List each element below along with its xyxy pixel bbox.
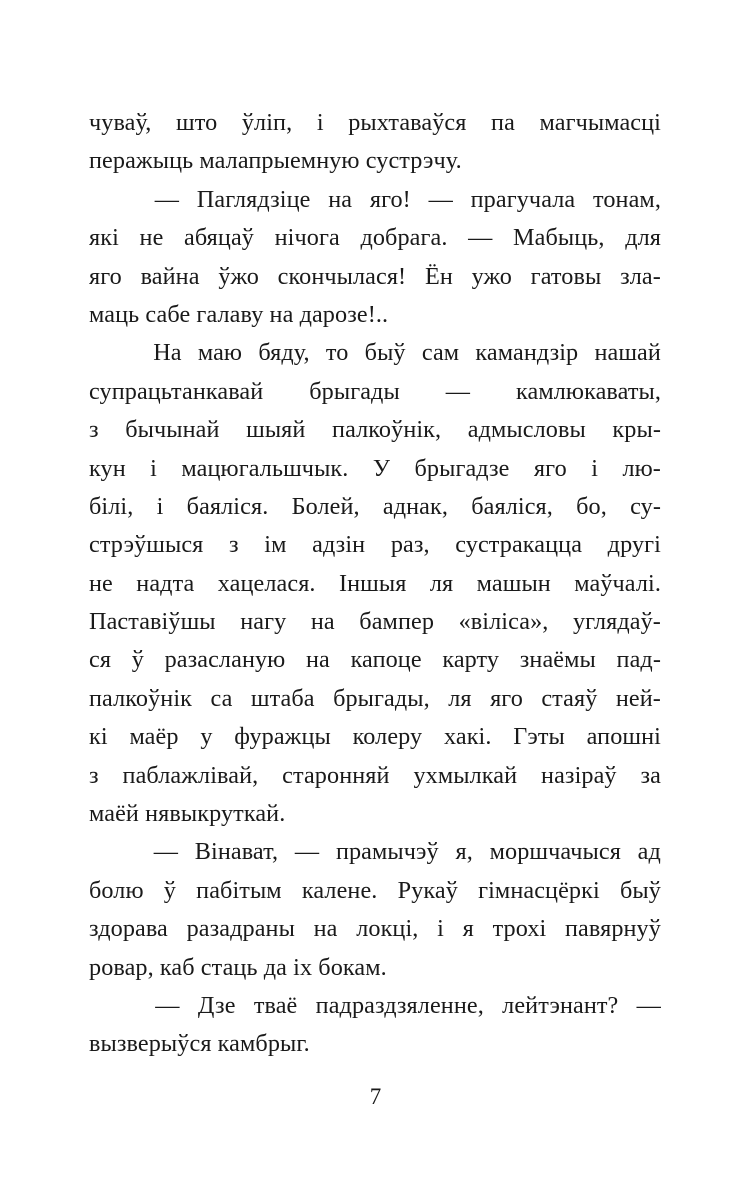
text-word: пад-	[616, 646, 661, 674]
text-word: ля	[429, 569, 454, 597]
text-word: хакі.	[444, 723, 492, 751]
text-word: яго	[533, 454, 567, 482]
text-word: камандзір	[475, 339, 579, 367]
text-word: які	[89, 224, 119, 252]
text-word: Болей,	[291, 492, 360, 520]
text-word: —	[445, 377, 471, 405]
text-word: яго!	[369, 185, 411, 213]
text-word: і	[316, 109, 324, 136]
text-word: яго	[490, 684, 523, 712]
text-line	[89, 872, 661, 910]
text-word: быў	[364, 339, 406, 367]
text-word: на	[313, 915, 338, 943]
text-line	[89, 910, 661, 948]
text-word: і	[591, 454, 599, 482]
text-line	[89, 757, 661, 795]
text-word: разадраны	[186, 915, 295, 943]
text-word: тваё	[253, 991, 298, 1019]
text-word: аднак,	[382, 492, 448, 520]
text-word: тонам,	[593, 185, 661, 213]
text-word: ім	[264, 531, 287, 559]
text-word: то	[325, 339, 349, 367]
text-word: —	[636, 991, 661, 1019]
text-word: я,	[455, 838, 473, 866]
text-word: —	[294, 838, 320, 866]
text-word: другі	[607, 531, 661, 559]
text-word: —	[468, 224, 493, 252]
text-word: ухмылкай	[413, 761, 518, 789]
text-line: перажыць малапрыемную сустрэчу.	[89, 147, 462, 175]
text-word: брыгадзе	[414, 454, 510, 482]
text-word: рыхтаваўся	[348, 109, 467, 136]
text-line: вызверыўся камбрыг.	[89, 1030, 310, 1058]
text-word: лейтэнант?	[502, 991, 619, 1019]
text-word: ў	[131, 646, 144, 674]
text-word: ля	[448, 684, 472, 712]
text-word: машын	[476, 569, 551, 597]
text-word: камлюкаваты,	[516, 377, 661, 405]
text-word: нічога	[274, 224, 340, 252]
text-word: локці,	[356, 915, 419, 943]
text-word: баяліся.	[186, 492, 269, 520]
text-word: не	[139, 224, 164, 252]
text-word: зла-	[620, 262, 661, 290]
text-word: апошні	[586, 723, 661, 751]
text-word: назіраў	[541, 761, 617, 789]
text-word: су-	[630, 492, 661, 520]
text-word: здорава	[89, 915, 168, 943]
text-line	[89, 603, 661, 641]
text-word: для	[625, 224, 661, 252]
text-word: кун	[89, 454, 126, 482]
text-line	[89, 641, 661, 679]
text-word: штаба	[250, 684, 315, 712]
text-word: на	[310, 608, 335, 636]
text-word: —	[155, 991, 180, 1019]
text-line: ровар, каб стаць да іх бокам.	[89, 953, 387, 981]
text-word: у	[200, 723, 213, 751]
text-word: Паставіўшы	[89, 608, 216, 636]
text-word: карту	[442, 646, 500, 674]
text-word: моршчачыся	[489, 838, 621, 866]
text-line	[89, 334, 661, 372]
text-word: колеру	[352, 723, 423, 751]
text-word: стрэўшыся	[89, 531, 204, 559]
text-word: Вінават,	[194, 838, 279, 866]
text-word: супрацьтанкавай	[89, 377, 264, 405]
text-line	[89, 450, 661, 488]
paragraph-indent	[89, 334, 137, 372]
text-word: пабітым	[196, 876, 282, 904]
text-word: Гэты	[513, 723, 565, 751]
text-word: па	[491, 109, 515, 136]
text-word: палкоўнік,	[332, 416, 442, 444]
text-word: баяліся,	[471, 492, 553, 520]
text-line	[89, 526, 661, 564]
text-word: нагу	[240, 608, 287, 636]
text-word: гатовы	[530, 262, 602, 290]
text-word: Дзе	[197, 991, 236, 1019]
text-line	[89, 411, 661, 449]
text-word: бычынай	[125, 416, 220, 444]
text-word: што	[176, 109, 218, 136]
text-word: быў	[619, 876, 661, 904]
text-word: чуваў,	[89, 109, 152, 136]
text-word: мацюгальшчык.	[181, 454, 349, 482]
text-line	[89, 258, 661, 296]
text-word: ўжо	[218, 262, 259, 290]
text-word: прамычэў	[335, 838, 439, 866]
text-word: магчымасці	[539, 109, 661, 136]
text-word: стаяў	[541, 684, 598, 712]
text-word: яго	[89, 262, 122, 290]
text-word: маю	[197, 339, 243, 367]
paragraph-indent	[89, 833, 137, 871]
text-word: углядаў-	[572, 608, 661, 636]
page-number: 7	[369, 1084, 382, 1109]
text-word: адмысловы	[467, 416, 586, 444]
text-word: са	[210, 684, 233, 712]
text-word: бяду,	[258, 339, 310, 367]
text-line	[89, 565, 661, 603]
text-word: разасланую	[164, 646, 286, 674]
text-word: У	[372, 454, 391, 482]
text-word: брыгады	[309, 377, 400, 405]
text-word: раз,	[390, 531, 430, 559]
text-line	[89, 833, 661, 871]
text-word: паблажлівай,	[122, 761, 259, 789]
text-line	[89, 104, 661, 142]
text-word: ў	[163, 876, 176, 904]
text-word: не	[89, 569, 113, 597]
text-word: Паглядзіце	[196, 185, 311, 213]
text-word: старонняй	[282, 761, 390, 789]
text-word: кі	[89, 723, 108, 751]
text-word: за	[640, 761, 661, 789]
text-word: на	[328, 185, 353, 213]
text-word: На	[153, 339, 182, 367]
paragraph-indent	[89, 987, 137, 1025]
text-word: з	[229, 531, 239, 559]
text-word: адзін	[312, 531, 366, 559]
text-word: Іншыя	[338, 569, 407, 597]
text-word: падраздзяленне,	[315, 991, 484, 1019]
text-word: маўчалі.	[574, 569, 661, 597]
paragraph-indent	[89, 181, 137, 219]
text-word: —	[428, 185, 453, 213]
text-word: кры-	[612, 416, 661, 444]
text-word: ад	[637, 838, 661, 866]
text-word: абяцаў	[184, 224, 254, 252]
text-word: надта	[136, 569, 195, 597]
text-word: знаёмы	[519, 646, 596, 674]
text-word: лю-	[622, 454, 661, 482]
text-word: хацелася.	[217, 569, 316, 597]
text-word: палкоўнік	[89, 684, 192, 712]
text-word: калене.	[301, 876, 378, 904]
page-body-text	[89, 104, 661, 1064]
text-word: Рукаў	[397, 876, 458, 904]
text-word: сам	[421, 339, 460, 367]
text-line	[89, 718, 661, 756]
text-word: капоце	[350, 646, 422, 674]
text-word: болю	[89, 876, 144, 904]
text-word: з	[89, 416, 99, 444]
text-line: маць сабе галаву на дарозе!..	[89, 300, 389, 328]
text-word: білі,	[89, 492, 134, 520]
text-word: брыгады,	[333, 684, 430, 712]
text-word: з	[89, 761, 99, 789]
text-word: ужо	[471, 262, 512, 290]
text-word: —	[153, 838, 179, 866]
text-word: бо,	[576, 492, 607, 520]
text-word: фуражцы	[234, 723, 331, 751]
text-word: Мабыць,	[513, 224, 605, 252]
text-word: гімнасцёркі	[478, 876, 600, 904]
text-word: трохі	[492, 915, 547, 943]
text-line: маёй нявыкруткай.	[89, 800, 286, 828]
text-word: на	[306, 646, 330, 674]
text-word: бампер	[359, 608, 435, 636]
text-word: сустракацца	[455, 531, 583, 559]
text-word: павярнуў	[565, 915, 661, 943]
text-word: маёр	[129, 723, 179, 751]
text-word: і	[437, 915, 444, 943]
text-word: «віліса»,	[458, 608, 549, 636]
text-word: я	[462, 915, 474, 943]
text-word: —	[154, 185, 180, 213]
text-word: і	[150, 454, 157, 482]
text-line	[89, 181, 661, 219]
text-word: нашай	[594, 339, 661, 367]
text-word: ней-	[615, 684, 661, 712]
text-word: шыяй	[246, 416, 306, 444]
text-word: добрага.	[360, 224, 448, 252]
text-word: скончылася!	[277, 262, 407, 290]
text-word: вайна	[140, 262, 200, 290]
text-line	[89, 680, 661, 718]
text-word: ўліп,	[241, 109, 293, 136]
text-line	[89, 987, 661, 1025]
text-word: прагучала	[470, 185, 576, 213]
text-line	[89, 373, 661, 411]
text-word: Ён	[424, 262, 453, 290]
text-line	[89, 488, 661, 526]
text-word: і	[156, 492, 164, 520]
text-word: ся	[89, 646, 112, 674]
text-line	[89, 219, 661, 257]
